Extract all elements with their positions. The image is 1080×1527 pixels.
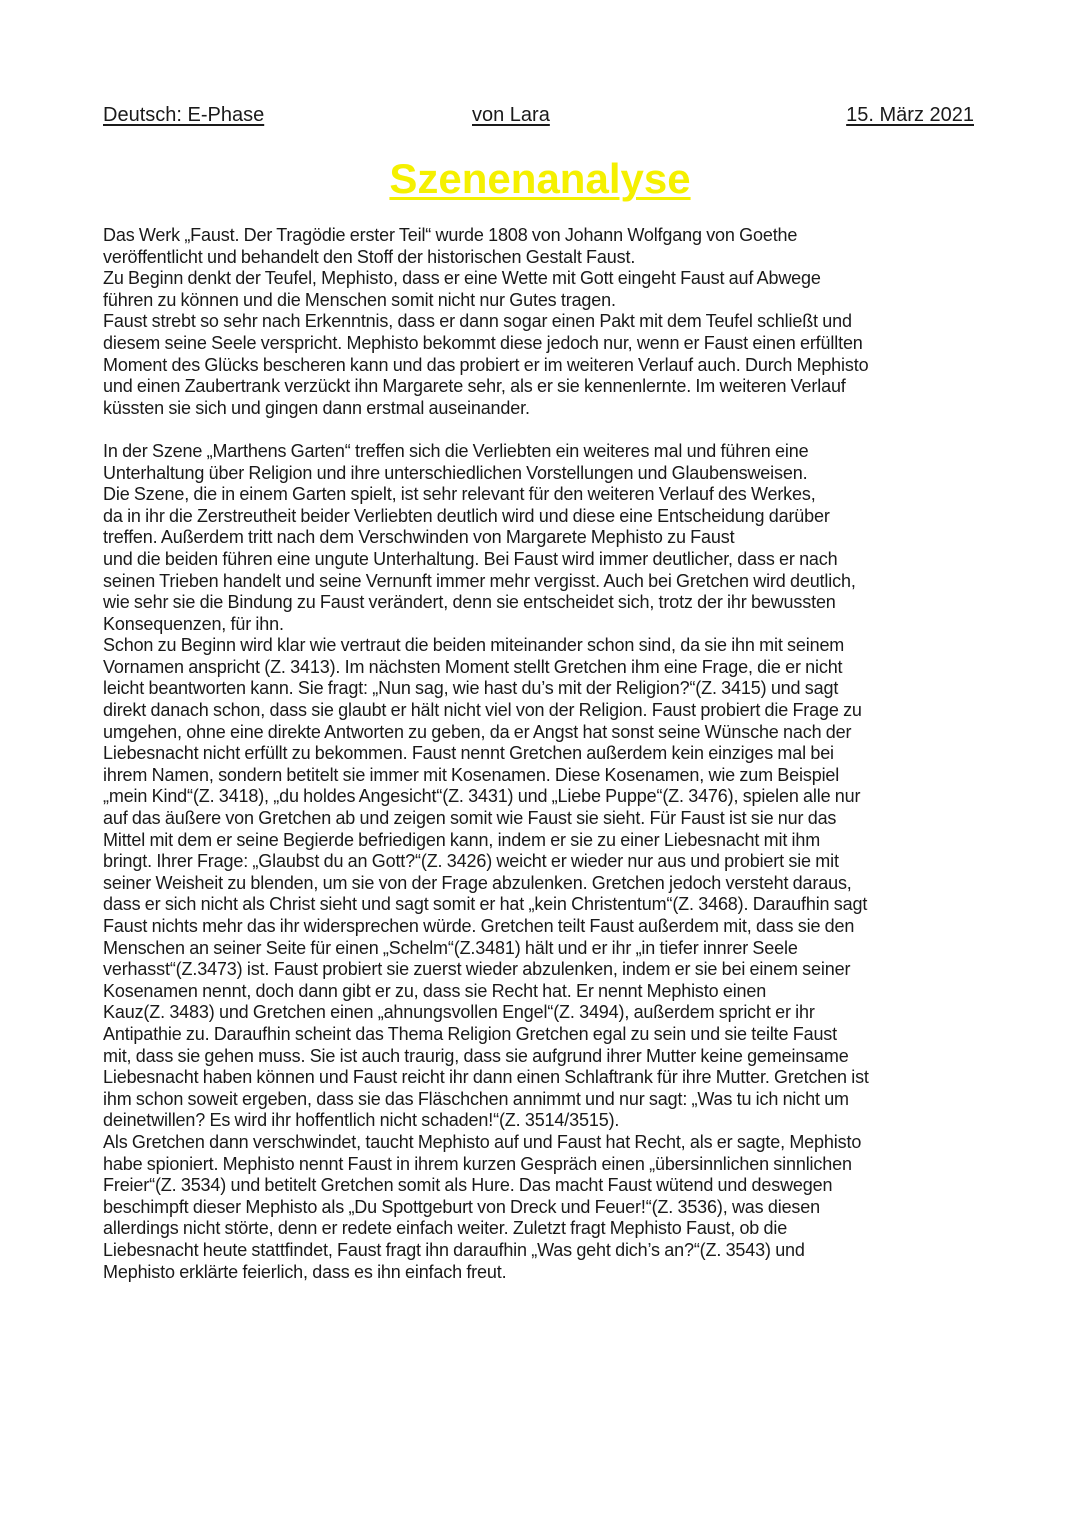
text-line: Konsequenzen, für ihn. [103,613,284,634]
text-line: Antipathie zu. Daraufhin scheint das Thema Religion Gretchen egal zu sein und sie teilte Faust [103,1023,838,1044]
text-line: Die Szene, die in einem Garten spielt, ist sehr relevant für den weiteren Verlauf des Werkes, [103,484,816,505]
text-line: Unterhaltung über Religion und ihre unterschiedlichen Vorstellungen und Glaubensweisen. [103,462,808,483]
text-line: Kosenamen nennt, doch dann gibt er zu, dass sie Recht hat. Er nennt Mephisto einen [103,980,767,1001]
text-line: bringt. Ihrer Frage: „Glaubst du an Gott?“(Z. 3426) weicht er wieder nur aus und probiert sie mit [103,851,839,872]
document-title [0,152,1080,206]
text-line: treffen. Außerdem tritt nach dem Verschwinden von Margarete Mephisto zu Faust [103,527,735,548]
text-line: In der Szene „Marthens Garten“ treffen sich die Verliebten ein weiteres mal und führen eine [103,440,809,461]
text-line: Liebesnacht nicht erfüllt zu bekommen. Faust nennt Gretchen außerdem kein einziges mal bei [103,743,834,764]
text-line: mit, dass sie gehen muss. Sie ist auch traurig, dass sie aufgrund ihrer Mutter keine gemeinsame [103,1045,849,1066]
text-line: Menschen an seiner Seite für einen „Schelm“(Z.3481) hält und er ihr „in tiefer innrer Seele [103,937,798,958]
paragraph-gap [103,419,993,441]
paragraph-intro [103,225,993,419]
document-header [103,101,974,129]
text-line: Kauz(Z. 3483) und Gretchen einen „ahnungsvollen Engel“(Z. 3494), außerdem spricht er ihr [103,1002,815,1023]
text-line: ihm schon soweit ergeben, dass sie das Fläschchen annimmt und nur sagt: „Was tu ich nicht um [103,1088,849,1109]
text-line: verhasst“(Z.3473) ist. Faust probiert sie zuerst wieder abzulenken, indem er sie bei einem seiner [103,959,851,980]
text-line: allerdings nicht störte, denn er redete einfach weiter. Zuletzt fragt Mephisto Faust, ob die [103,1218,788,1239]
text-line: beschimpft dieser Mephisto als „Du Spottgeburt von Dreck und Feuer!“(Z. 3536), was diesen [103,1196,820,1217]
document-title-text: Szenenanalyse [389,155,691,202]
text-line: führen zu können und die Menschen somit nicht nur Gutes tragen. [103,289,616,310]
text-line: Moment des Glücks bescheren kann und das probiert er im weiteren Verlauf auch. Durch Mephisto [103,354,869,375]
text-line: da in ihr die Zerstreutheit beider Verliebten deutlich wird und diese eine Entscheidung darüber [103,505,830,526]
text-line: Mephisto erklärte feierlich, dass es ihn einfach freut. [103,1261,507,1282]
text-line: ihrem Namen, sondern betitelt sie immer mit Kosenamen. Diese Kosenamen, wie zum Beispiel [103,764,840,785]
text-line: diesem seine Seele verspricht. Mephisto bekommt diese jedoch nur, wenn er Faust einen erfüllten [103,332,863,353]
text-line: habe spioniert. Mephisto nennt Faust in ihrem kurzen Gespräch einen „übersinnlichen sinnlichen [103,1153,852,1174]
text-line: Mittel mit dem er seine Begierde befriedigen kann, indem er sie zu einer Liebesnacht mit ihm [103,829,821,850]
text-line: Als Gretchen dann verschwindet, taucht Mephisto auf und Faust hat Recht, als er sagte, Mephisto [103,1131,862,1152]
text-line: wie sehr sie die Bindung zu Faust verändert, denn sie entscheidet sich, trotz der ihr bewussten [103,592,836,613]
text-line: küssten sie sich und gingen dann erstmal auseinander. [103,397,530,418]
text-line: umgehen, ohne eine direkte Antworten zu geben, da er Angst hat sonst seine Wünsche nach der [103,721,852,742]
text-line: seinen Trieben handelt und seine Vernunft immer mehr vergisst. Auch bei Gretchen wird deutlich, [103,570,856,591]
text-line: leicht beantworten kann. Sie fragt: „Nun sag, wie hast du’s mit der Religion?“(Z. 3415) und sagt [103,678,839,699]
text-line: Faust nichts mehr das ihr widersprechen würde. Gretchen teilt Faust außerdem mit, dass sie den [103,916,855,936]
header-author: von Lara [472,104,550,126]
paragraph-analysis [103,441,993,1283]
text-line: veröffentlicht und behandelt den Stoff der historischen Gestalt Faust. [103,246,636,267]
text-line: Das Werk „Faust. Der Tragödie erster Teil“ wurde 1808 von Johann Wolfgang von Goethe [103,225,798,245]
text-line: „mein Kind“(Z. 3418), „du holdes Angesicht“(Z. 3431) und „Liebe Puppe“(Z. 3476), spielen alle nur [103,786,861,807]
text-line: direkt danach schon, dass sie glaubt er hält nicht viel von der Religion. Faust probiert die Frage zu [103,700,862,721]
text-line: seiner Weisheit zu blenden, um sie von der Frage abzulenken. Gretchen jedoch versteht daraus, [103,872,852,893]
header-subject: Deutsch: E-Phase [103,104,265,126]
text-line: deinetwillen? Es wird ihr hoffentlich nicht schaden!“(Z. 3514/3515). [103,1110,620,1131]
text-line: Faust strebt so sehr nach Erkenntnis, dass er dann sogar einen Pakt mit dem Teufel schließt und [103,311,852,332]
document-body [103,225,993,1283]
text-line: Liebesnacht heute stattfindet, Faust fragt ihn daraufhin „Was geht dich’s an?“(Z. 3543) und [103,1239,805,1260]
text-line: und einen Zaubertrank verzückt ihn Margarete sehr, als er sie kennenlernte. Im weiteren Verlauf [103,376,846,397]
text-line: Freier“(Z. 3534) und betitelt Gretchen somit als Hure. Das macht Faust wütend und deswegen [103,1175,833,1196]
text-line: Vornamen anspricht (Z. 3413). Im nächsten Moment stellt Gretchen ihm eine Frage, die er nicht [103,656,843,677]
text-line: und die beiden führen eine ungute Unterhaltung. Bei Faust wird immer deutlicher, dass er nach [103,548,838,569]
text-line: Zu Beginn denkt der Teufel, Mephisto, dass er eine Wette mit Gott eingeht Faust auf Abwege [103,268,821,289]
text-line: Liebesnacht haben können und Faust reicht ihr dann einen Schlaftrank für ihre Mutter. Gretchen ist [103,1067,869,1088]
header-date: 15. März 2021 [846,104,974,126]
text-line: auf das äußere von Gretchen ab und zeigen somit wie Faust sie sieht. Für Faust ist sie nur das [103,808,837,829]
text-line: Schon zu Beginn wird klar wie vertraut die beiden miteinander schon sind, da sie ihn mit seinem [103,635,845,656]
text-line: dass er sich nicht als Christ sieht und sagt somit er hat „kein Christentum“(Z. 3468). Daraufhin sagt [103,894,868,915]
